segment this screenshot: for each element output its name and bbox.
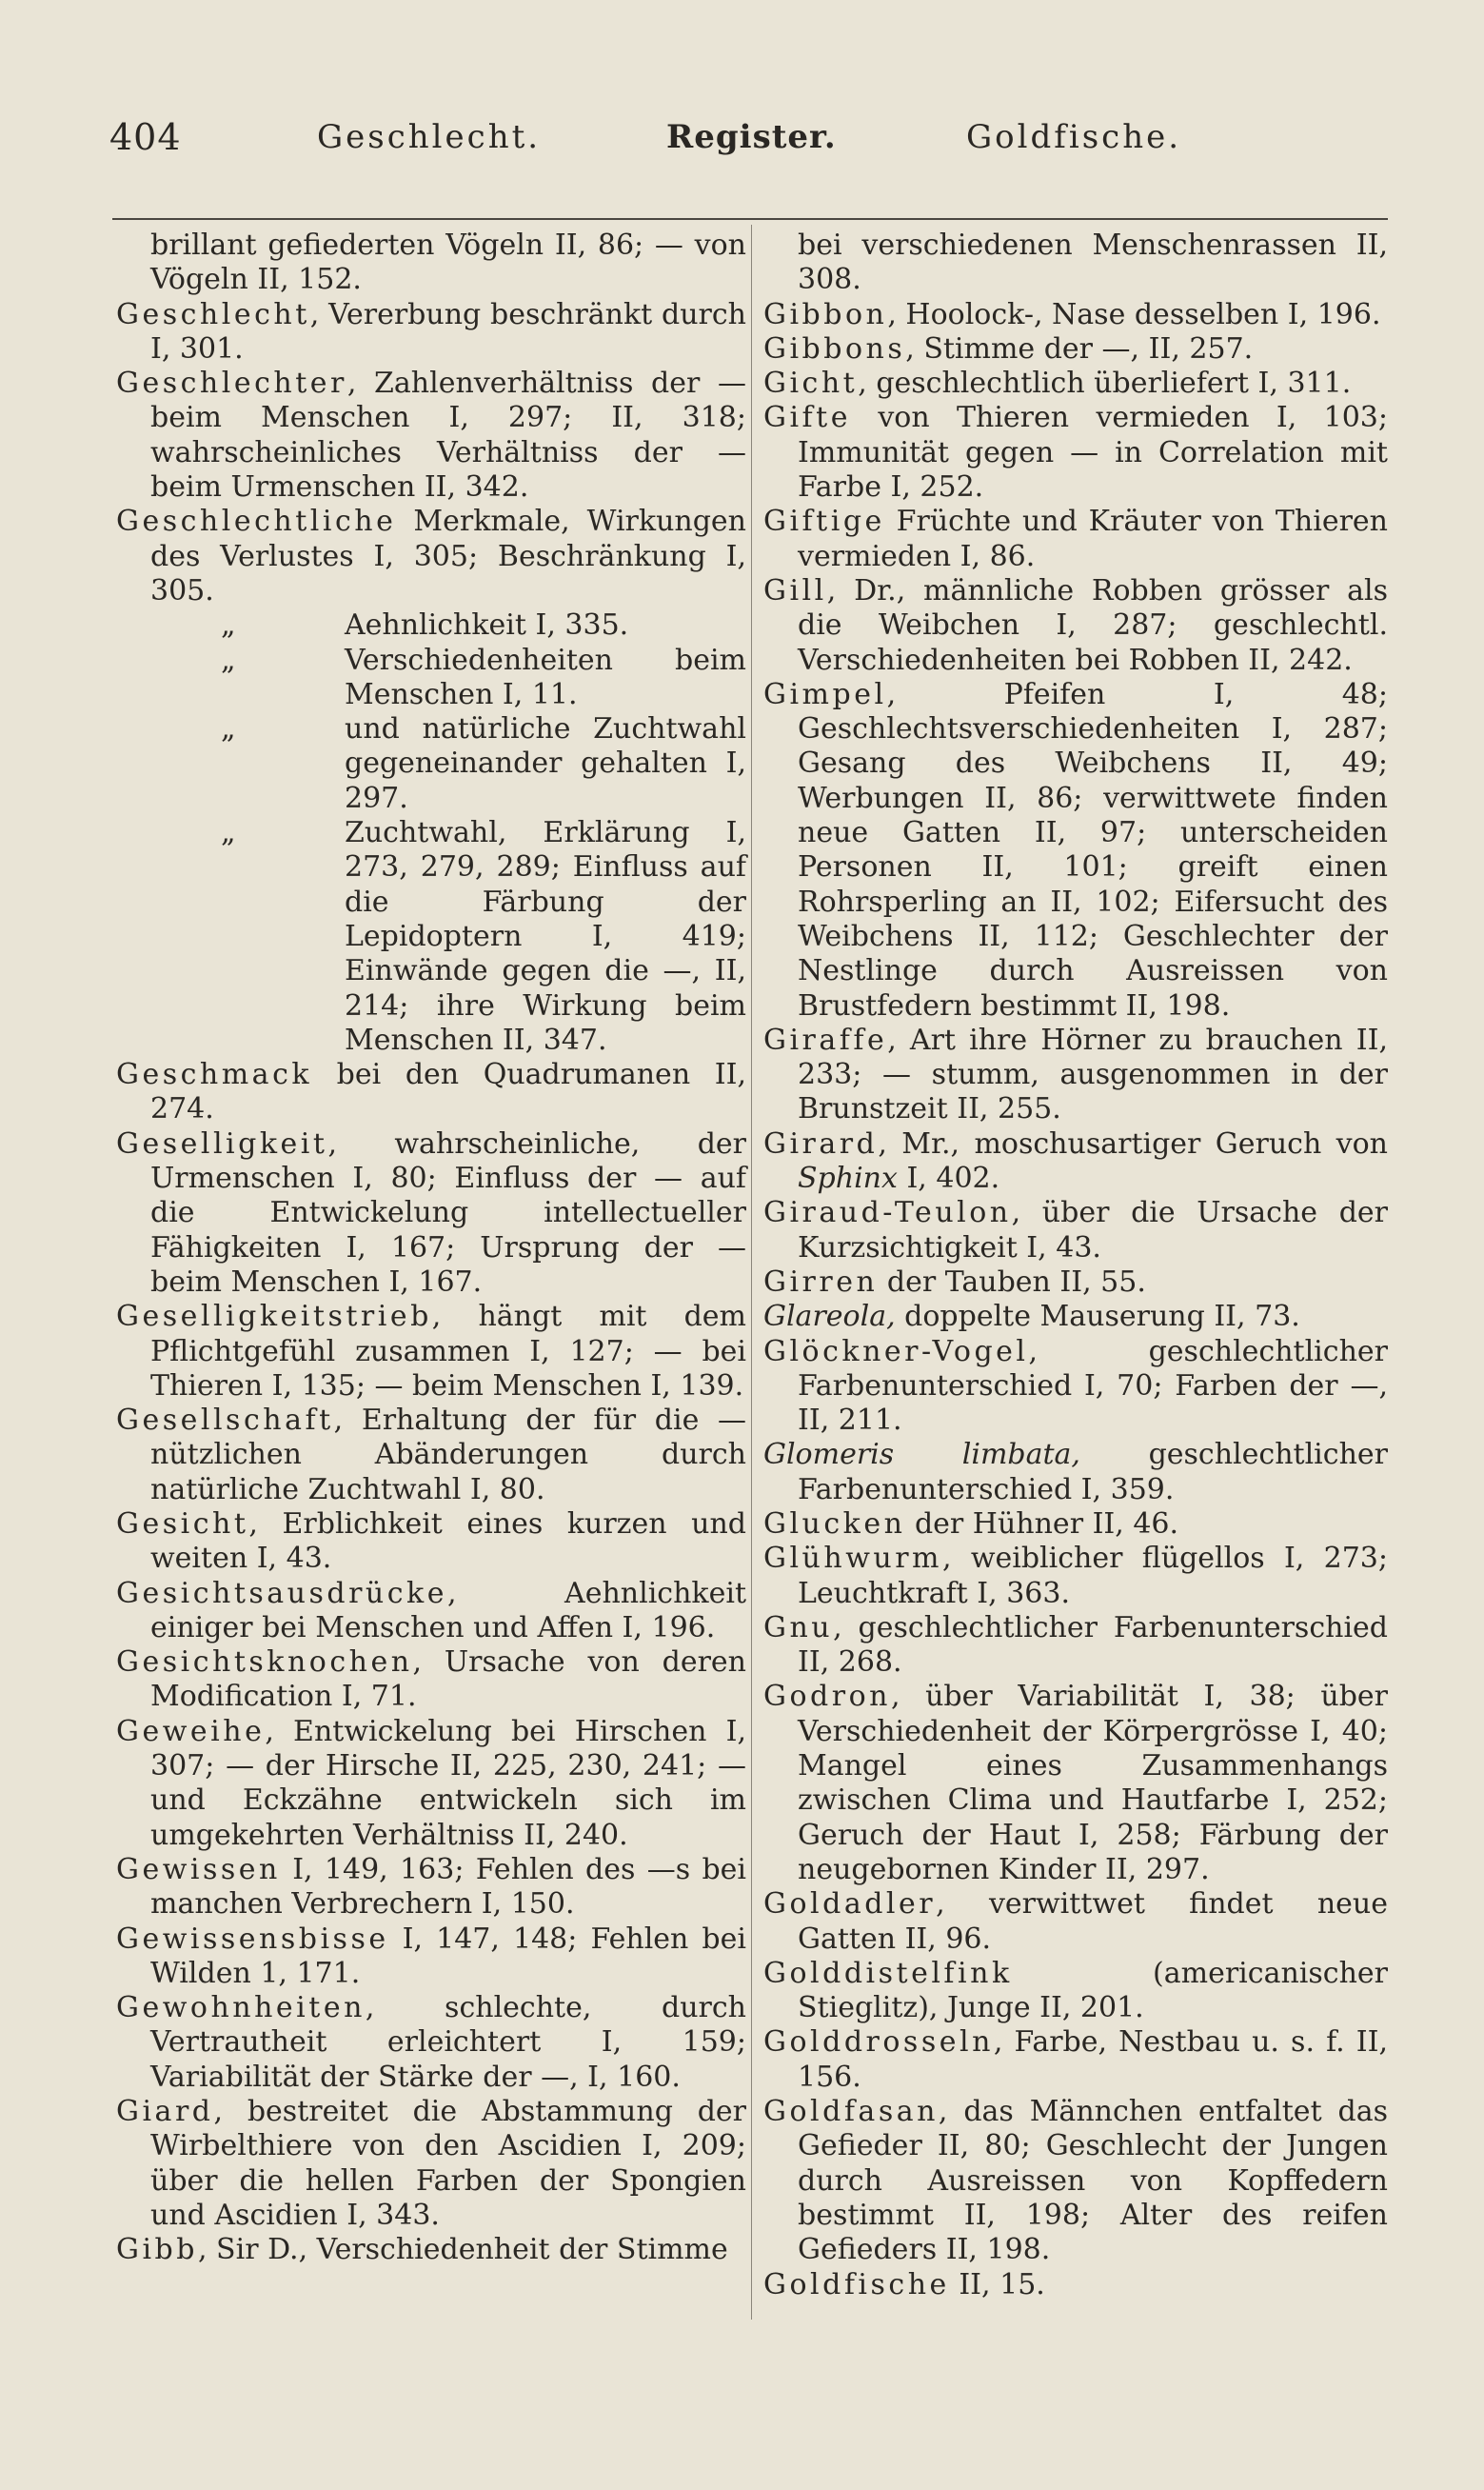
- column-divider: [751, 225, 752, 2320]
- index-keyword: Geselligkeitstrieb: [116, 1300, 432, 1334]
- index-keyword: Goldadler: [763, 1887, 937, 1922]
- index-text: , geschlechtlicher Farbenunterschied I, 70; Farben der —, II, 211.: [798, 1334, 1388, 1438]
- index-text: , Mr., moschusartiger Geruch von Sphinx I, 402.: [798, 1126, 1388, 1196]
- index-keyword: Gesichtsausdrücke: [116, 1576, 447, 1610]
- index-entry: [763, 1265, 1388, 1300]
- index-text: , Zahlenverhältniss der — beim Menschen I, 297; II, 318; wahrscheinliches Verhältniss der — beim Urmenschen II, 342.: [150, 367, 746, 505]
- index-text: bei verschiedenen Menschenrassen II, 308.: [798, 229, 1388, 297]
- index-text: brillant gefiederten Vögeln II, 86; — von Vögeln II, 152.: [150, 229, 746, 297]
- index-entry: [116, 644, 746, 713]
- index-keyword: Gewissen: [116, 1852, 281, 1886]
- index-entry: [116, 367, 746, 505]
- index-keyword: Gibb: [116, 2233, 198, 2267]
- left-column: [116, 229, 746, 2268]
- index-entry: [763, 1887, 1388, 1957]
- index-keyword: Girard: [763, 1126, 879, 1161]
- index-keyword: Geschlechtliche: [116, 505, 397, 539]
- index-keyword: Geselligkeit: [116, 1126, 328, 1161]
- index-keyword: Glucken: [763, 1506, 906, 1541]
- index-text: , das Männchen entfaltet das Gefieder II, 80; Geschlecht der Jungen durch Ausreissen von Kopffedern bestimmt II, 198; Alter des reifen Gefieders II, 198.: [798, 2095, 1388, 2267]
- index-text: Früchte und Kräuter von Thieren vermieden I, 86.: [798, 505, 1388, 573]
- index-entry: [763, 574, 1388, 678]
- index-entry: [116, 816, 746, 1058]
- index-entry: [116, 2233, 746, 2267]
- index-entry: [763, 678, 1388, 1024]
- index-text: , wahrscheinliche, der Urmenschen I, 80; Einfluss der — auf die Entwickelung intellectueller Fähigkeiten I, 167; Ursprung der — beim Menschen I, 167.: [150, 1126, 746, 1299]
- index-text: (americanischer Stieglitz), Junge II, 201.: [798, 1956, 1388, 2025]
- index-keyword: Gesicht: [116, 1506, 249, 1541]
- index-text: bei den Quadrumanen II, 274.: [150, 1058, 746, 1126]
- index-text: doppelte Mauserung II, 73.: [895, 1300, 1300, 1334]
- index-text: Zuchtwahl, Erklärung I, 273, 279, 289; Einfluss auf die Färbung der Lepidoptern I, 419; Einwände gegen die —, II, 214; ihre Wirkung beim Menschen II, 347.: [345, 816, 746, 1057]
- index-keyword: Gewissensbisse: [116, 1922, 389, 1956]
- index-text: , geschlechtlicher Farbenunterschied II, 268.: [798, 1610, 1388, 1680]
- index-keyword: Geschlecht: [116, 297, 310, 331]
- index-text: , Hoolock-, Nase desselben I, 196.: [887, 297, 1381, 331]
- index-text: Aehnlichkeit I, 335.: [345, 608, 629, 643]
- header-right-catchword: Goldfische.: [966, 118, 1182, 156]
- index-entry: [763, 367, 1388, 401]
- index-keyword: Gesichtsknochen: [116, 1645, 413, 1680]
- index-entry: [763, 505, 1388, 574]
- page-number: 404: [109, 116, 182, 158]
- index-entry: [116, 1577, 746, 1646]
- index-keyword: Geschmack: [116, 1058, 313, 1092]
- index-text: I, 147, 148; Fehlen bei Wilden 1, 171.: [150, 1922, 746, 1990]
- index-entry: [116, 1404, 746, 1507]
- index-entry: [763, 1127, 1388, 1197]
- index-entry: [116, 1853, 746, 1922]
- index-text: , hängt mit dem Pflichtgefühl zusammen I, 127; — bei Thieren I, 135; — beim Menschen I, 139.: [150, 1300, 746, 1403]
- ditto-mark: „: [221, 816, 236, 850]
- index-text: der Tauben II, 55.: [878, 1265, 1146, 1299]
- index-entry: [763, 1542, 1388, 1611]
- index-keyword: Goldfische: [763, 2267, 950, 2301]
- index-text: , Erblichkeit eines kurzen und weiten I, 43.: [150, 1506, 746, 1576]
- index-text: , Pfeifen I, 48; Geschlechtsverschiedenheiten I, 287; Gesang des Weibchens II, 49; Werbungen II, 86; verwittwete finden neue Gatten II, 97; unterscheiden Personen II, 101; greift einen Rohrsperling an II, 102; Eifersucht des Weibchens II, 112; Geschlechter der Nestlinge durch Ausreissen von Brustfedern bestimmt II, 198.: [798, 677, 1388, 1023]
- header-rule: [112, 218, 1388, 220]
- index-keyword: Gimpel: [763, 677, 887, 711]
- index-entry: [763, 1507, 1388, 1542]
- index-keyword: Goldfasan: [763, 2095, 939, 2129]
- index-entry: [763, 1438, 1388, 1507]
- index-keyword: Golddrosseln: [763, 2025, 994, 2060]
- index-keyword: Gifte: [763, 401, 851, 435]
- index-entry: [116, 1715, 746, 1853]
- index-entry: [763, 1024, 1388, 1127]
- index-text: , Entwickelung bei Hirschen I, 307; — der Hirsche II, 225, 230, 241; — und Eckzähne entwickeln sich im umgekehrten Verhältniss II, 240.: [150, 1714, 746, 1852]
- index-entry: [116, 298, 746, 368]
- index-text: , über Variabilität I, 38; über Verschiedenheit der Körpergrösse I, 40; Mangel eines Zusammenhangs zwischen Clima und Hautfarbe I, 252; Geruch der Haut I, 258; Färbung der neugebornen Kinder II, 297.: [798, 1680, 1388, 1886]
- index-entry: [763, 401, 1388, 505]
- index-keyword: Glöckner-Vogel: [763, 1334, 1029, 1368]
- index-entry: [763, 332, 1388, 367]
- index-entry: [116, 1127, 746, 1300]
- right-column: [763, 229, 1388, 2302]
- index-entry: [116, 712, 746, 816]
- ditto-mark: „: [221, 712, 236, 747]
- index-text: geschlechtlicher Farbenunterschied I, 359.: [798, 1438, 1388, 1506]
- index-text: , über die Ursache der Kurzsichtigkeit I, 43.: [798, 1196, 1388, 1265]
- index-entry: [763, 1957, 1388, 2026]
- index-keyword: Geschlechter: [116, 367, 347, 401]
- index-text: von Thieren vermieden I, 103; Immunität gegen — in Correlation mit Farbe I, 252.: [798, 401, 1388, 505]
- index-keyword: Gibbon: [763, 297, 888, 331]
- index-keyword: Gicht: [763, 367, 859, 401]
- index-entry: [116, 1991, 746, 2095]
- index-keyword: Girren: [763, 1265, 879, 1299]
- index-text: , Vererbung beschränkt durch I, 301.: [150, 297, 746, 366]
- index-entry: [763, 298, 1388, 332]
- index-keyword: Giraud-Teulon: [763, 1196, 1012, 1230]
- index-entry: [116, 505, 746, 608]
- index-text: , Farbe, Nestbau u. s. f. II, 156.: [798, 2025, 1388, 2094]
- ditto-mark: „: [221, 608, 236, 643]
- header-title: Register.: [666, 118, 837, 156]
- index-entry: [116, 1922, 746, 1992]
- index-text: Merkmale, Wirkungen des Verlustes I, 305; Beschränkung I, 305.: [150, 505, 746, 608]
- index-keyword: Gesellschaft: [116, 1404, 334, 1438]
- index-entry: [116, 1058, 746, 1127]
- index-entry: [763, 1196, 1388, 1265]
- index-text: , Erhaltung der für die — nützlichen Abänderungen durch natürliche Zuchtwahl I, 80.: [150, 1404, 746, 1506]
- index-keyword: Gnu: [763, 1610, 834, 1644]
- index-text: , geschlechtlich überliefert I, 311.: [858, 367, 1352, 401]
- index-text: , Stimme der —, II, 257.: [905, 331, 1254, 366]
- index-entry: [116, 229, 746, 298]
- index-text: , Art ihre Hörner zu brauchen II, 233; — stumm, ausgenommen in der Brunstzeit II, 255.: [798, 1023, 1388, 1126]
- index-keyword: Glomeris limbata,: [763, 1438, 1080, 1472]
- index-keyword: Godron: [763, 1680, 891, 1714]
- index-keyword: Giraffe: [763, 1023, 888, 1057]
- ditto-mark: „: [221, 643, 236, 677]
- index-entry: [763, 2025, 1388, 2095]
- index-text: I, 149, 163; Fehlen des —s bei manchen Verbrechern I, 150.: [150, 1852, 746, 1922]
- index-text: und natürliche Zuchtwahl gegeneinander gehalten I, 297.: [345, 712, 746, 815]
- index-entry: [116, 2095, 746, 2233]
- index-text: , Ursache von deren Modification I, 71.: [150, 1645, 746, 1714]
- index-keyword: Glühwurm: [763, 1542, 942, 1576]
- index-entry: [763, 229, 1388, 298]
- index-entry: [763, 2268, 1388, 2302]
- index-entry: [763, 1300, 1388, 1334]
- index-entry: [116, 1507, 746, 1577]
- index-keyword: Geweihe: [116, 1714, 266, 1748]
- index-keyword: Glareola,: [763, 1300, 896, 1334]
- index-keyword: Gewohnheiten: [116, 1991, 366, 2025]
- index-text: Verschiedenheiten beim Menschen I, 11.: [345, 643, 746, 711]
- index-text: , schlechte, durch Vertrautheit erleichtert I, 159; Variabilität der Stärke der —, I, 160.: [150, 1991, 746, 2094]
- index-text: , Dr., männliche Robben grösser als die Weibchen I, 287; geschlechtl. Verschiedenheiten bei Robben II, 242.: [798, 573, 1388, 677]
- index-text: , verwittwet findet neue Gatten II, 96.: [798, 1887, 1388, 1956]
- index-entry: [763, 2095, 1388, 2267]
- header-left-catchword: Geschlecht.: [317, 118, 542, 156]
- index-entry: [763, 1611, 1388, 1681]
- index-text: , weiblicher flügellos I, 273; Leuchtkraft I, 363.: [798, 1542, 1388, 1610]
- index-keyword: Gill: [763, 573, 827, 608]
- index-entry: [116, 608, 746, 643]
- index-keyword: Golddistelfink: [763, 1956, 1013, 1990]
- index-keyword: Giard: [116, 2095, 214, 2129]
- index-entry: [116, 1645, 746, 1715]
- index-text: der Hühner II, 46.: [905, 1506, 1179, 1541]
- index-text: , Aehnlichkeit einiger bei Menschen und Affen I, 196.: [150, 1576, 746, 1644]
- index-keyword: Gibbons: [763, 331, 906, 366]
- index-text: , bestreitet die Abstammung der Wirbelthiere von den Ascidien I, 209; über die hellen Farben der Spongien und Ascidien I, 343.: [150, 2095, 746, 2232]
- index-entry: [116, 1300, 746, 1404]
- index-entry: [763, 1335, 1388, 1439]
- running-header: [109, 112, 1385, 169]
- index-text: , Sir D., Verschiedenheit der Stimme: [197, 2233, 728, 2267]
- index-text: II, 15.: [949, 2267, 1045, 2301]
- index-entry: [763, 1680, 1388, 1887]
- index-keyword: Giftige: [763, 505, 885, 539]
